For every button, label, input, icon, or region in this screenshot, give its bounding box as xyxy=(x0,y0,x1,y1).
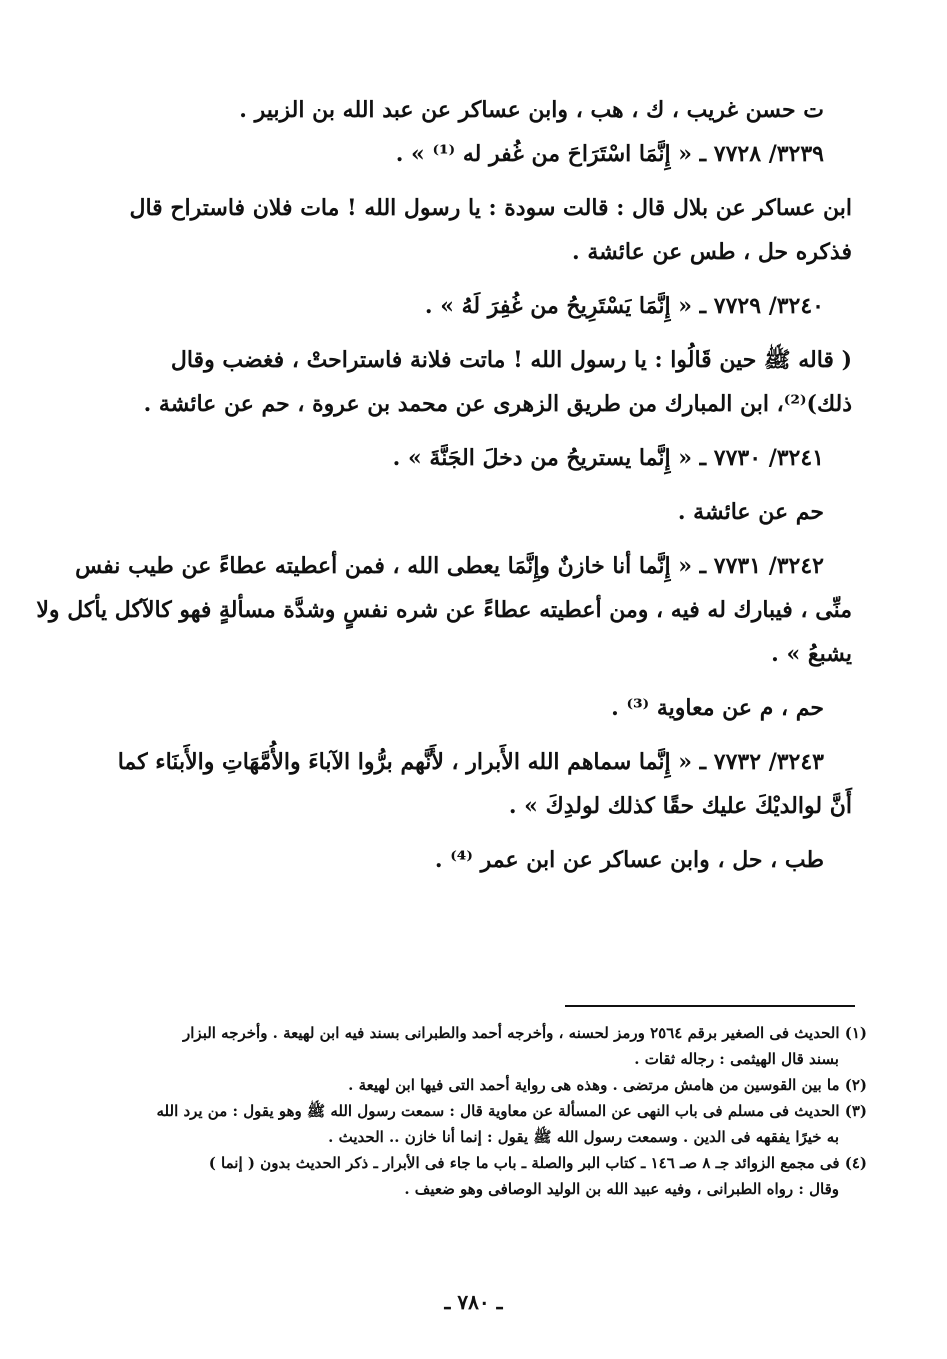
footnote-line: (١) الحديث فى الصغير برقم ٢٥٦٤ ورمز لحسنه ، وأخرجه أحمد والطبرانى بسند فيه ابن لهيعة . وأخرجه البزار xyxy=(183,1024,867,1042)
body-line: حم عن عائشة . xyxy=(677,499,824,525)
hadith-line: ٣٢٤٣/ ٧٧٣٢ ـ « إِنَّما سماهم الله الأَبرار ، لأَنَّهم برُّوا الآباءَ والأُمَّهَاتِ والأَبنَاء كما xyxy=(117,749,824,775)
footnote-line: (٤) فى مجمع الزوائد جـ ٨ صـ ١٤٦ ـ كتاب البر والصلة ـ باب ما جاء فى الأبرار ـ ذكر الحديث بدون ( إنما ) xyxy=(208,1154,867,1172)
footnote-divider xyxy=(565,1005,855,1007)
body-line: ت حسن غريب ، ك ، هب ، وابن عساكر عن عبد الله بن الزبير . xyxy=(239,97,824,123)
body-line: فذكره حل ، طس عن عائشة . xyxy=(572,239,852,265)
body-line: يشبعُ » . xyxy=(771,641,852,667)
page-number: ـ ٧٨٠ ـ xyxy=(444,1290,503,1314)
body-line: ابن عساكر عن بلال قال : قالت سودة : يا رسول الله ! مات فلان فاستراح قال xyxy=(129,195,852,221)
body-line: حم ، م عن معاوية ⁽³⁾ . xyxy=(611,695,824,721)
hadith-line: ٣٢٣٩/ ٧٧٢٨ ـ « إِنَّمَا اسْتَرَاحَ من غُفر له ⁽¹⁾ » . xyxy=(395,141,824,167)
footnote-line: به خيرًا يفقهه فى الدين . وسمعت رسول الله ﷺ يقول : إنما أنا خازن .. الحديث . xyxy=(328,1128,839,1146)
footnote-line: (٢) ما بين القوسين من هامش مرتضى . وهذه هى رواية أحمد التى فيها ابن لهيعة . xyxy=(348,1076,867,1094)
hadith-line: ٣٢٤٠/ ٧٧٢٩ ـ « إِنَّمَا يَسْتَرِيحُ من غُفِرَ لَهُ » . xyxy=(424,293,824,319)
body-line: منِّى ، فيبارك له فيه ، ومن أعطيته عطاءً عن شره نفسٍ وشدَّة مسألةٍ فهو كالآكل يأكل ولا xyxy=(36,597,852,623)
body-line: ذلك)⁽²⁾، ابن المبارك من طريق الزهرى عن محمد بن عروة ، حم عن عائشة . xyxy=(143,391,852,417)
hadith-line: ٣٢٤١/ ٧٧٣٠ ـ « إِنَّما يستريحُ من دخلَ الجَنَّةَ » . xyxy=(392,445,824,471)
footnote-line: (٣) الحديث فى مسلم فى باب النهى عن المسألة عن معاوية قال : سمعت رسول الله ﷺ وهو يقول : من يرد الله xyxy=(156,1102,867,1120)
hadith-line: ٣٢٤٢/ ٧٧٣١ ـ « إِنَّما أنا خازنٌ وإِنَّمَا يعطى الله ، فمن أعطيته عطاءً عن طيب نفس xyxy=(75,553,824,579)
footnotes xyxy=(80,1020,867,1202)
footnote-line: وقال : رواه الطبرانى ، وفيه عبيد الله بن الوليد الوصافى وهو ضعيف . xyxy=(404,1180,839,1198)
body-line: أَنَّ لوالديْكَ عليك حقًا كذلك لولدِكَ » . xyxy=(508,793,852,819)
body-line: ( قاله ﷺ حين قَالُوا : يا رسول الله ! ماتت فلانة فاستراحتْ ، فغضب وقال xyxy=(170,347,852,373)
main-text xyxy=(36,88,852,882)
footnote-line: بسند قال الهيثمى : رجاله ثقات . xyxy=(634,1050,839,1068)
body-line: طب ، حل ، وابن عساكر عن ابن عمر ⁽⁴⁾ . xyxy=(434,847,824,873)
